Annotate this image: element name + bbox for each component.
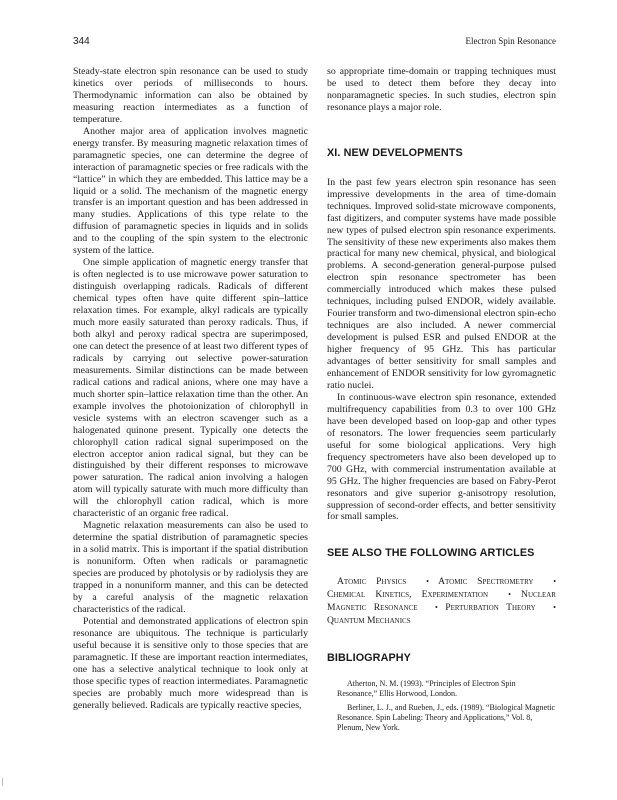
paragraph: Steady-state electron spin resonance can be used to study kinetics over periods of milliseconds to hours. Thermodynamic information can also be obtained by measuring reaction intermediates as a function of temperature. xyxy=(73,66,308,125)
paragraph: One simple application of magnetic energy transfer that is often neglected is to use microwave power saturation to distinguish overlapping radicals. Radicals of different chemical types often have quite different spin–lattice relaxation times. For example, alkyl radicals are typically much more easily saturated than peroxy radicals. Thus, if both alkyl and peroxy radical spectra are superimposed, one can detect the presence of at least two different types of radicals by carrying out selective power-saturation measurements. Similar distinctions can be made between radical cations and radical anions, where one may have a much shorter spin–lattice relaxation time than the other. An example involves the photoionization of chlorophyll in vesicle systems with an electron scavenger such as a halogenated quinone present. Typically one detects the chlorophyll cation radical signal superimposed on the electron acceptor anion radical signal, but they can be distinguished by their different responses to microwave power saturation. The radical anion involving a halogen atom will typically saturate with much more difficulty than will the chlorophyll cation radical, which is more characteristic of an organic free radical. xyxy=(73,257,308,520)
paragraph: so appropriate time-domain or trapping techniques must be used to detect them before they decay into nonparamagnetic species. In such studies, electron spin resonance plays a major role. xyxy=(327,66,556,113)
paragraph: Potential and demonstrated applications of electron spin resonance are ubiquitous. The technique is particularly useful because it is sensitive only to those species that are paramagnetic. If these are important reaction intermediates, one has a selective analytical technique to look only at those specific types of reaction intermediates. Paramagnetic species are probably much more widespread than is generally believed. Radicals are typically reactive species, xyxy=(73,615,308,711)
see-also-list xyxy=(327,576,556,627)
see-also-link[interactable]: Quantum Mechanics xyxy=(327,614,411,626)
see-also-heading: SEE ALSO THE FOLLOWING ARTICLES xyxy=(327,547,535,560)
see-also-link[interactable]: Atomic Spectrometry xyxy=(438,576,534,588)
right-column xyxy=(327,66,556,733)
page-header xyxy=(73,36,556,48)
scan-edge-mark xyxy=(2,778,3,786)
bullet-separator: • xyxy=(426,577,429,587)
see-also-link[interactable]: Chemical Kinetics, Experimentation xyxy=(327,589,489,601)
bibliography-heading: BIBLIOGRAPHY xyxy=(327,651,411,664)
running-title: Electron Spin Resonance xyxy=(465,36,556,46)
bibliography-entry: Berliner, L. J., and Rueben, J., eds. (1989). “Biological Magnetic Resonance. Spin Labeling: Theory and Applications,” Vol. 8, Plenum, New York. xyxy=(337,702,556,732)
bullet-separator: • xyxy=(508,590,511,600)
page-number: 344 xyxy=(73,36,90,47)
see-also-link[interactable]: Nuclear Magnetic Resonance xyxy=(327,589,556,613)
paragraph: Another major area of application involves magnetic energy transfer. By measuring magnetic relaxation times of paramagnetic species, one can determine the degree of interaction of paramagnetic species or free radicals with the “lattice” in which they are embedded. This lattice may be a liquid or a solid. The mechanism of the magnetic energy transfer is an important question and has been addressed in many studies. Applications of this type relate to the diffusion of paramagnetic species in liquids and in solids and to the coupling of the spin system to the electronic system of the lattice. xyxy=(73,125,308,257)
see-also-link[interactable]: Perturbation Theory xyxy=(445,601,536,613)
bibliography-entry: Atherton, N. M. (1993). “Principles of Electron Spin Resonance,” Ellis Horwood, London. xyxy=(337,678,516,698)
bullet-separator: • xyxy=(553,577,556,587)
paragraph: In continuous-wave electron spin resonance, extended multifrequency capabilities from 0.3 to over 100 GHz have been developed based on loop-gap and other types of resonators. The lower frequencies seem particularly useful for some biological applications. Very high frequency spectrometers have also been developed up to 700 GHz, with commercial instrumentation available at 95 GHz. The higher frequencies are based on Fabry-Perot resonators and give superior g-anisotropy resolution, suppression of second-order effects, and better sensitivity for small samples. xyxy=(327,391,556,523)
bullet-separator: • xyxy=(553,602,556,612)
bullet-separator: • xyxy=(434,602,438,612)
paragraph: In the past few years electron spin resonance has seen impressive developments in the area of time-domain techniques. Improved solid-state microwave components, fast digitizers, and computer systems have made possible new types of pulsed electron spin resonance experiments. The sensitivity of these new experiments also makes them practical for many new chemical, physical, and biological problems. A second-generation general-purpose pulsed electron spin resonance spectrometer has been commercially introduced which makes these pulsed techniques, including pulsed ENDOR, widely available. Fourier transform and two-dimensional electron spin-echo techniques are also included. A newer commercial development is pulsed ESR and pulsed ENDOR at the higher frequency of 95 GHz. This has particular advantages of better sensitivity for small samples and enhancement of ENDOR sensitivity for low gyromagnetic ratio nuclei. xyxy=(327,176,556,391)
see-also-link[interactable]: Atomic Physics xyxy=(337,576,407,588)
left-column xyxy=(73,66,308,711)
section-heading-new-developments: XI. NEW DEVELOPMENTS xyxy=(327,146,463,159)
paragraph: Magnetic relaxation measurements can also be used to determine the spatial distribution of paramagnetic species in a solid matrix. This is important if the spatial distribution is nonuniform. Often when radicals or paramagnetic species are produced by photolysis or by radiolysis they are trapped in a nonuniform manner, and this can be detected by a careful analysis of the magnetic relaxation characteristics of the radical. xyxy=(73,520,308,615)
